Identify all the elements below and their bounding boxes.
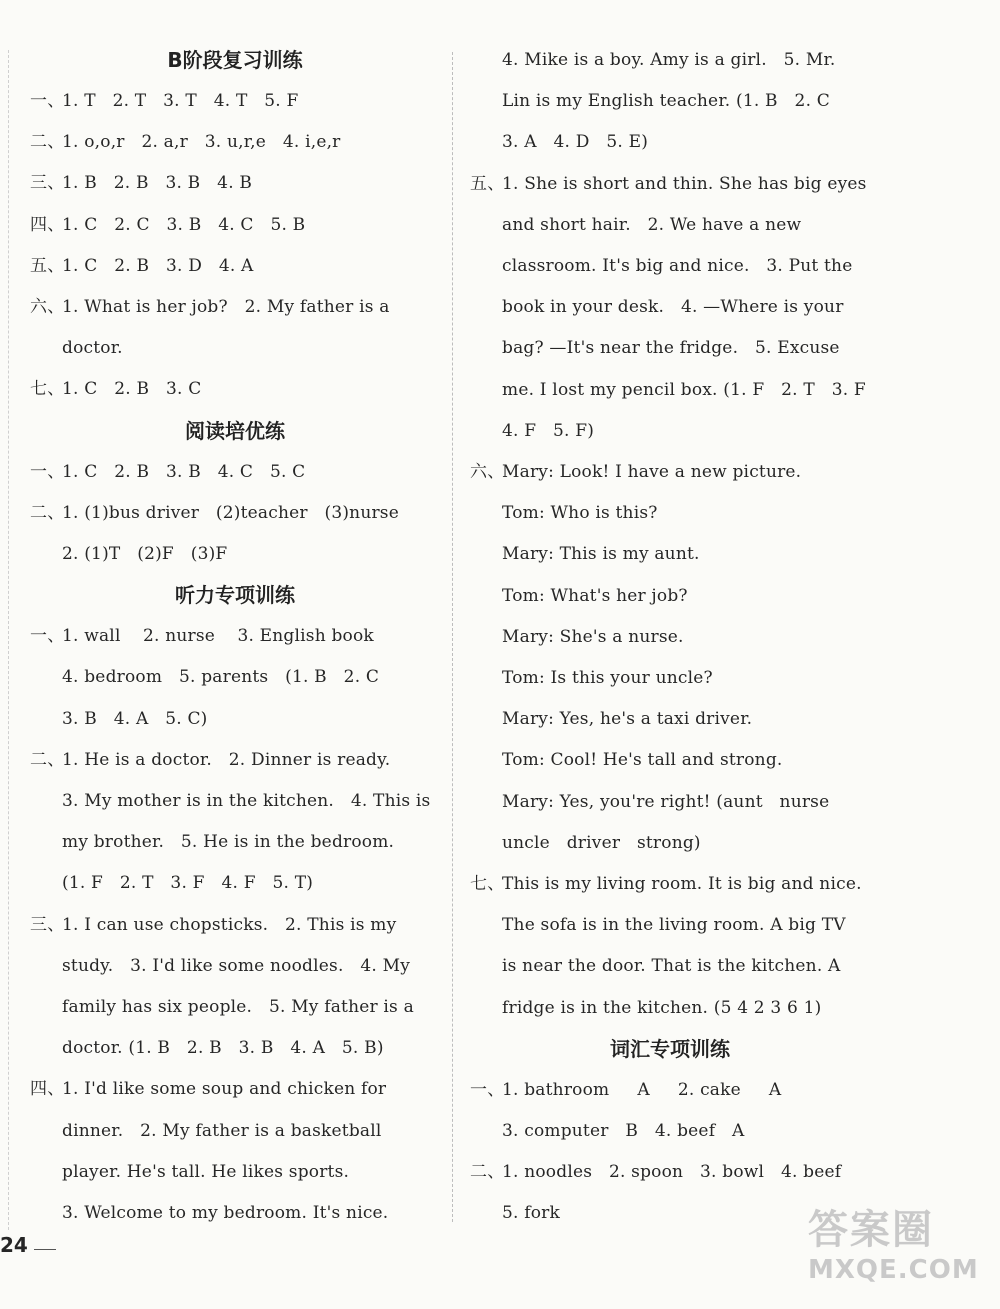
answer-text — [62, 122, 440, 163]
answer-line: 1. T 2. T 3. T 4. T 5. F — [62, 91, 299, 111]
left-column — [30, 40, 440, 1234]
answer-text — [62, 246, 440, 287]
section-body — [470, 164, 870, 1029]
answer-line: 1. o,o,r 2. a,r 3. u,r,e 4. i,e,r — [62, 132, 341, 153]
answer-continuation — [470, 40, 870, 164]
answer-line: Tom: What's her job? — [502, 585, 688, 606]
answer-text — [502, 40, 870, 164]
right-column — [470, 40, 870, 1235]
answer-text — [502, 452, 870, 864]
answer-item — [30, 740, 440, 905]
answer-line: 1. What is her job? 2. My father is a — [62, 297, 390, 318]
answer-text — [62, 452, 440, 493]
answer-line: Tom: Who is this? — [502, 503, 658, 524]
answer-item — [30, 81, 440, 122]
answer-line: me. I lost my pencil box. (1. F 2. T 3. F — [502, 379, 866, 400]
question-number: 二、 — [30, 132, 65, 153]
answer-line: Mary: This is my aunt. — [502, 544, 700, 565]
answer-text — [62, 493, 440, 575]
section-title: 阅读培优练 — [185, 418, 285, 443]
answer-item — [30, 616, 440, 740]
answer-item — [30, 493, 440, 575]
answer-line: study. 3. I'd like some noodles. 4. My — [62, 955, 411, 976]
answer-line: 1. C 2. B 3. B 4. C 5. C — [62, 461, 306, 482]
answer-text — [62, 1069, 440, 1234]
answer-text — [62, 163, 440, 204]
answer-line: This is my living room. It is big and nice. — [502, 874, 862, 895]
answer-line: book in your desk. 4. —Where is your — [502, 297, 844, 318]
answer-item — [30, 369, 440, 410]
answer-item — [470, 164, 870, 452]
answer-line: 3. B 4. A 5. C) — [62, 708, 208, 729]
question-number: 五、 — [470, 173, 505, 194]
answer-text — [62, 369, 440, 410]
question-number: 六、 — [470, 462, 505, 483]
answer-line: 3. My mother is in the kitchen. 4. This is — [62, 791, 431, 812]
section-body — [30, 452, 440, 576]
question-number: 二、 — [470, 1162, 505, 1183]
question-number: 三、 — [30, 914, 65, 935]
question-number: 二、 — [30, 749, 65, 770]
answer-line: uncle driver strong) — [502, 832, 701, 853]
answer-text — [502, 864, 870, 1029]
answer-line: fridge is in the kitchen. (5 4 2 3 6 1) — [502, 997, 822, 1018]
answer-item — [30, 163, 440, 204]
answer-text — [62, 616, 440, 740]
answer-line: Mary: Yes, you're right! (aunt nurse — [502, 791, 830, 812]
answer-line: 1. noodles 2. spoon 3. bowl 4. beef — [502, 1162, 842, 1183]
answer-line: 1. I'd like some soup and chicken for — [62, 1079, 387, 1100]
answer-line: 1. bathroom A 2. cake A — [502, 1079, 782, 1100]
question-number: 四、 — [30, 1079, 65, 1100]
watermark-logo — [808, 1206, 988, 1296]
answer-line: classroom. It's big and nice. 3. Put the — [502, 256, 853, 277]
answer-line: dinner. 2. My father is a basketball — [62, 1120, 382, 1141]
answer-line: family has six people. 5. My father is a — [62, 997, 414, 1018]
answer-line: 2. (1)T (2)F (3)F — [62, 544, 228, 565]
answer-line: doctor. — [62, 338, 123, 359]
answer-item — [30, 287, 440, 369]
question-number: 四、 — [30, 214, 65, 235]
answer-line: 1. She is short and thin. She has big eyes — [502, 173, 867, 194]
answer-text — [502, 1070, 870, 1152]
answer-line: 1. C 2. C 3. B 4. C 5. B — [62, 214, 306, 235]
answer-text — [62, 287, 440, 369]
binding-edge-line — [8, 50, 9, 1230]
question-number: 一、 — [30, 626, 65, 647]
answer-line: Mary: Look! I have a new picture. — [502, 462, 802, 483]
section-title: B阶段复习训练 — [167, 48, 303, 72]
watermark-domain: MXQE.COM — [808, 1255, 979, 1285]
question-number: 三、 — [30, 173, 65, 194]
answer-line: Lin is my English teacher. (1. B 2. C — [502, 91, 830, 112]
column-divider — [452, 52, 453, 1222]
answer-line: 1. B 2. B 3. B 4. B — [62, 173, 253, 194]
answer-line: 1. (1)bus driver (2)teacher (3)nurse — [62, 502, 399, 523]
page-number-rule — [34, 1249, 56, 1250]
answer-line: bag? —It's near the fridge. 5. Excuse — [502, 338, 840, 359]
answer-line: 1. C 2. B 3. D 4. A — [62, 255, 254, 276]
answer-item — [30, 122, 440, 163]
answer-line: 5. fork — [502, 1203, 560, 1224]
section-title: 听力专项训练 — [175, 583, 295, 608]
answer-line: my brother. 5. He is in the bedroom. — [62, 832, 395, 853]
answer-line: The sofa is in the living room. A big TV — [502, 915, 846, 936]
answer-line: 3. A 4. D 5. E) — [502, 132, 649, 153]
answer-line: Tom: Cool! He's tall and strong. — [502, 750, 783, 771]
answer-line: 3. Welcome to my bedroom. It's nice. — [62, 1203, 389, 1224]
answer-line: (1. F 2. T 3. F 4. F 5. T) — [62, 873, 314, 894]
answer-item — [30, 452, 440, 493]
answer-item — [30, 246, 440, 287]
section-body — [30, 616, 440, 1234]
answer-line: and short hair. 2. We have a new — [502, 214, 802, 235]
section-title: 词汇专项训练 — [610, 1036, 730, 1061]
answer-line: 1. I can use chopsticks. 2. This is my — [62, 914, 397, 935]
question-number: 一、 — [30, 461, 65, 482]
answer-line: 4. bedroom 5. parents (1. B 2. C — [62, 667, 380, 688]
answer-item — [30, 1069, 440, 1234]
answer-line: 4. Mike is a boy. Amy is a girl. 5. Mr. — [502, 50, 836, 70]
question-number: 七、 — [30, 379, 65, 400]
answer-line: Mary: She's a nurse. — [502, 626, 684, 647]
answer-item — [470, 864, 870, 1029]
answer-line: doctor. (1. B 2. B 3. B 4. A 5. B) — [62, 1038, 384, 1059]
answer-text — [62, 740, 440, 905]
answer-text — [62, 81, 440, 122]
question-number: 二、 — [30, 502, 65, 523]
answer-item — [470, 1070, 870, 1152]
answer-line: 1. C 2. B 3. C — [62, 379, 202, 400]
question-number: 一、 — [470, 1079, 505, 1100]
section-body — [30, 81, 440, 411]
answer-text — [62, 205, 440, 246]
question-number: 七、 — [470, 874, 505, 895]
answer-line: 1. wall 2. nurse 3. English book — [62, 626, 374, 647]
answer-line: is near the door. That is the kitchen. A — [502, 956, 841, 977]
answer-item — [470, 452, 870, 864]
question-number: 五、 — [30, 255, 65, 276]
answer-line: Mary: Yes, he's a taxi driver. — [502, 709, 753, 730]
answer-line: 4. F 5. F) — [502, 420, 595, 441]
answer-line: 3. computer B 4. beef A — [502, 1121, 745, 1142]
answer-item — [30, 205, 440, 246]
question-number: 六、 — [30, 297, 65, 318]
answer-line: Tom: Is this your uncle? — [502, 668, 713, 689]
answer-line: 1. He is a doctor. 2. Dinner is ready. — [62, 749, 391, 770]
watermark-text: 答案圈 — [808, 1207, 934, 1253]
answer-text — [62, 905, 440, 1070]
question-number: 一、 — [30, 91, 65, 111]
answer-item — [30, 905, 440, 1070]
page-number: 24 — [0, 1233, 28, 1257]
answer-text — [502, 164, 870, 452]
answer-line: player. He's tall. He likes sports. — [62, 1161, 350, 1182]
question-number — [470, 40, 502, 164]
